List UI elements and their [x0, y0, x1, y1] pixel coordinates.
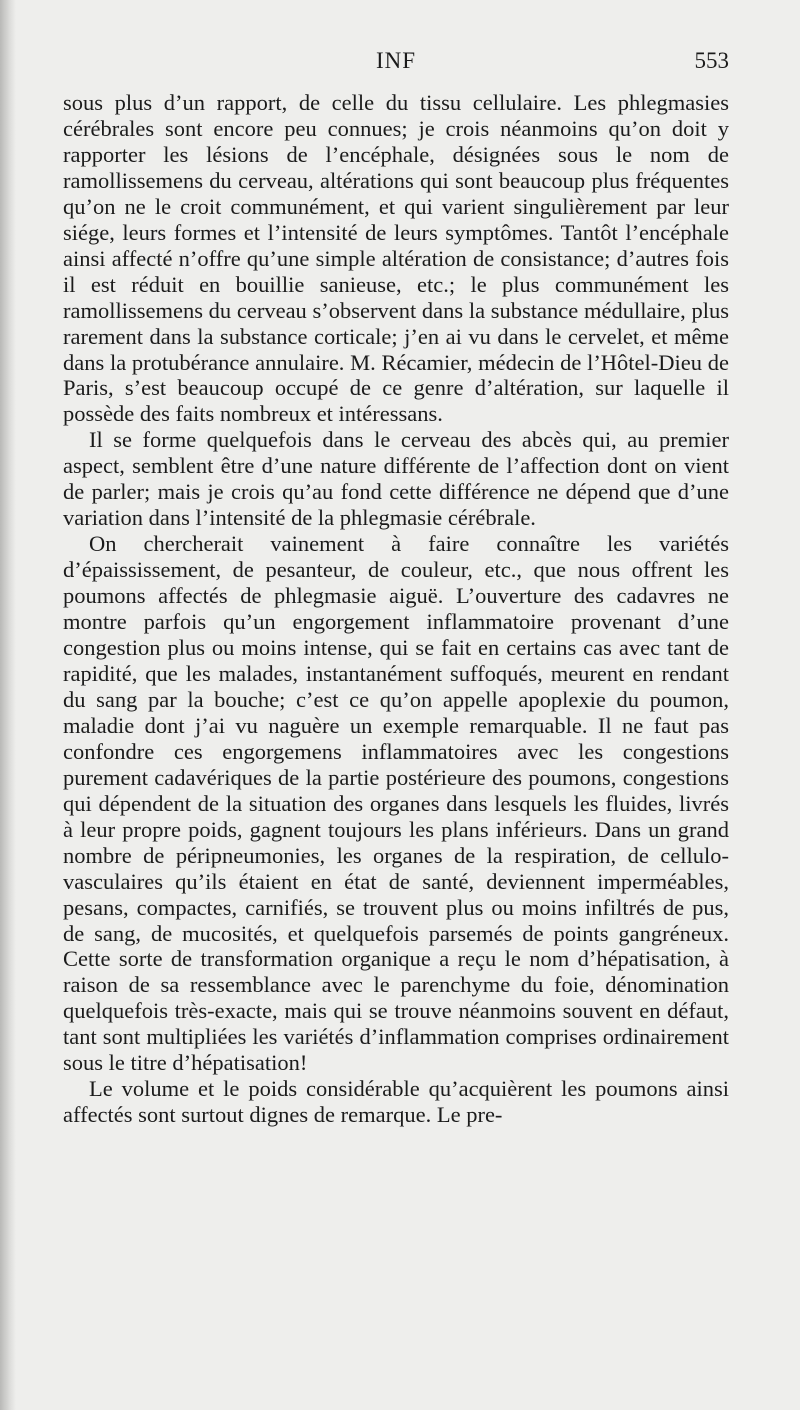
book-page [63, 0, 729, 1128]
page-header [63, 48, 729, 88]
paragraph: Le volume et le poids considérable qu’acquièrent les poumons ainsi affectés sont surtout dignes de remarque. Le pre- [63, 1076, 729, 1128]
body-text [63, 90, 729, 1128]
page-gutter-shadow [0, 0, 16, 1410]
page-number: 553 [694, 48, 729, 73]
paragraph: On chercherait vainement à faire connaître les variétés d’épaississement, de pesanteur, de couleur, etc., que nous offrent les poumons affectés de phlegmasie aiguë. L’ouverture des cadavres ne montre parfois qu’un engorgement inflammatoire provenant d’une congestion plus ou moins intense, qui se fait en certains cas avec tant de rapidité, que les malades, instantanément suffoqués, meurent en rendant du sang par la bouche; c’est ce qu’on appelle apoplexie du poumon, maladie dont j’ai vu naguère un exemple remarquable. Il ne faut pas confondre ces engorgemens inflammatoires avec les congestions purement cadavériques de la partie postérieure des poumons, congestions qui dépendent de la situation des organes dans lesquels les fluides, livrés à leur propre poids, gagnent toujours les plans inférieurs. Dans un grand nombre de péripneumonies, les organes de la respiration, de cellulo-vasculaires qu’ils étaient en état de santé, deviennent imperméables, pesans, compactes, carnifiés, se trouvent plus ou moins infiltrés de pus, de sang, de mucosités, et quelquefois parsemés de points gangréneux. Cette sorte de transformation organique a reçu le nom d’hépatisation, à raison de sa ressemblance avec le parenchyme du foie, dénomination quelquefois très-exacte, mais qui se trouve néanmoins souvent en défaut, tant sont multipliées les variétés d’inflammation comprises ordinairement sous le titre d’hépatisation! [63, 531, 729, 1076]
paragraph: sous plus d’un rapport, de celle du tissu cellulaire. Les phlegmasies cérébrales sont encore peu connues; je crois néanmoins qu’on doit y rapporter les lésions de l’encéphale, désignées sous le nom de ramollissemens du cerveau, altérations qui sont beaucoup plus fréquentes qu’on ne le croit communément, et qui varient singulièrement par leur siége, leurs formes et l’intensité de leurs symptômes. Tantôt l’encéphale ainsi affecté n’offre qu’une simple altération de consistance; d’autres fois il est réduit en bouillie sanieuse, etc.; le plus communément les ramollissemens du cerveau s’observent dans la substance médullaire, plus rarement dans la substance corticale; j’en ai vu dans le cervelet, et même dans la protubérance annulaire. M. Récamier, médecin de l’Hôtel-Dieu de Paris, s’est beaucoup occupé de ce genre d’altération, sur laquelle il possède des faits nombreux et intéressans. [63, 90, 729, 427]
paragraph: Il se forme quelquefois dans le cerveau des abcès qui, au premier aspect, semblent être d’une nature différente de l’affection dont on vient de parler; mais je crois qu’au fond cette différence ne dépend que d’une variation dans l’intensité de la phlegmasie cérébrale. [63, 427, 729, 531]
running-head: INF [375, 48, 417, 73]
